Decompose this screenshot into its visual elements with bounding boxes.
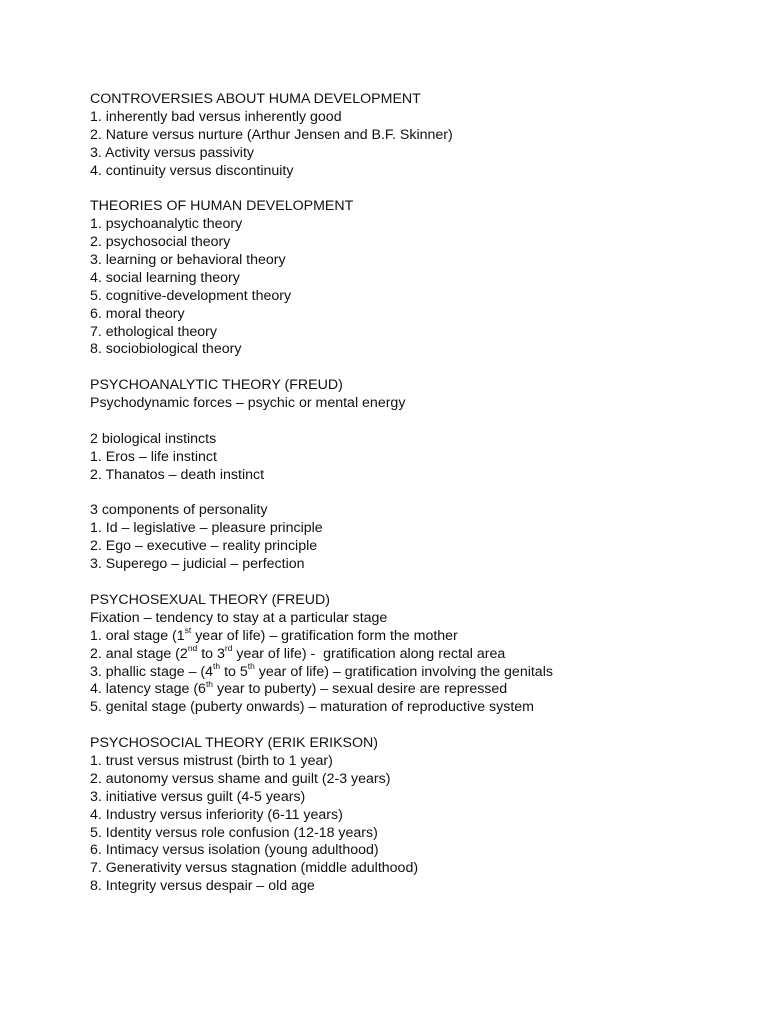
text-run: 2. anal stage (2 <box>90 645 188 662</box>
list-item: 4. continuity versus discontinuity <box>90 162 294 179</box>
list-item: 7. ethological theory <box>90 323 217 340</box>
ordinal-suffix: rd <box>224 642 233 653</box>
instincts-heading: 2 biological instincts <box>90 430 217 447</box>
psychoanalytic-heading: PSYCHOANALYTIC THEORY (FREUD) <box>90 377 343 394</box>
list-item: 5. genital stage (puberty onwards) – maturation of reproductive system <box>90 699 534 716</box>
document-page <box>90 91 730 896</box>
list-item: 1. Eros – life instinct <box>90 448 217 465</box>
list-item: 2. Nature versus nurture (Arthur Jensen and B.F. Skinner) <box>90 126 453 143</box>
list-item: 5. Identity versus role confusion (12-18 years) <box>90 824 378 841</box>
ordinal-suffix: th <box>213 660 221 671</box>
list-item <box>90 660 730 682</box>
psychoanalytic-subtitle: Psychodynamic forces – psychic or mental energy <box>90 395 406 412</box>
list-item: 3. learning or behavioral theory <box>90 252 286 269</box>
spacer <box>90 574 730 592</box>
spacer <box>90 180 730 198</box>
spacer <box>90 413 730 431</box>
list-item: 1. trust versus mistrust (birth to 1 year) <box>90 752 333 769</box>
text-run: 1. oral stage (1 <box>90 627 185 644</box>
list-item: 3. Superego – judicial – perfection <box>90 556 305 573</box>
list-item: 8. sociobiological theory <box>90 341 242 358</box>
ordinal-suffix: th <box>247 660 255 671</box>
list-item: 6. Intimacy versus isolation (young adulthood) <box>90 842 379 859</box>
spacer <box>90 485 730 503</box>
text-run: 3. phallic stage – (4 <box>90 663 214 680</box>
spacer <box>90 717 730 735</box>
list-item: 7. Generativity versus stagnation (middle adulthood) <box>90 860 419 877</box>
list-item: 3. Activity versus passivity <box>90 144 254 161</box>
psychosocial-heading: PSYCHOSOCIAL THEORY (ERIK ERIKSON) <box>90 735 379 752</box>
text-run: to 5 <box>220 663 248 680</box>
list-item: 1. psychoanalytic theory <box>90 216 243 233</box>
list-item: 8. Integrity versus despair – old age <box>90 878 315 895</box>
list-item: 2. Ego – executive – reality principle <box>90 538 318 555</box>
list-item: 3. initiative versus guilt (4-5 years) <box>90 788 306 805</box>
components-heading: 3 components of personality <box>90 502 268 519</box>
list-item: 1. Id – legislative – pleasure principle <box>90 520 323 537</box>
theories-heading: THEORIES OF HUMAN DEVELOPMENT <box>90 198 354 215</box>
list-item: 5. cognitive-development theory <box>90 287 292 304</box>
list-item: 1. inherently bad versus inherently good <box>90 108 342 125</box>
text-run: to 3 <box>197 645 225 662</box>
controversies-heading: CONTROVERSIES ABOUT HUMA DEVELOPMENT <box>90 91 421 107</box>
list-item: 2. autonomy versus shame and guilt (2-3 years) <box>90 770 391 787</box>
text-run: year to puberty) – sexual desire are repressed <box>213 681 508 698</box>
ordinal-suffix: st <box>184 624 192 635</box>
psychosexual-heading: PSYCHOSEXUAL THEORY (FREUD) <box>90 591 330 608</box>
ordinal-suffix: th <box>205 678 214 689</box>
ordinal-suffix: nd <box>187 642 198 653</box>
list-item <box>90 678 730 699</box>
text-run: year of life) - gratification along rectal area <box>232 645 506 662</box>
spacer <box>90 359 730 377</box>
list-item: 6. moral theory <box>90 305 185 322</box>
text-run: 4. latency stage (6 <box>90 681 206 698</box>
list-item: 4. Industry versus inferiority (6-11 years) <box>90 806 343 823</box>
list-item: 4. social learning theory <box>90 269 240 286</box>
list-item: 2. psychosocial theory <box>90 234 231 251</box>
list-item <box>90 624 730 646</box>
text-run: year of life) – gratification form the mother <box>191 627 458 644</box>
list-item: 2. Thanatos – death instinct <box>90 466 265 483</box>
text-run: year of life) – gratification involving the genitals <box>254 663 553 680</box>
list-item <box>90 642 730 664</box>
psychosexual-subtitle: Fixation – tendency to stay at a particular stage <box>90 609 388 626</box>
